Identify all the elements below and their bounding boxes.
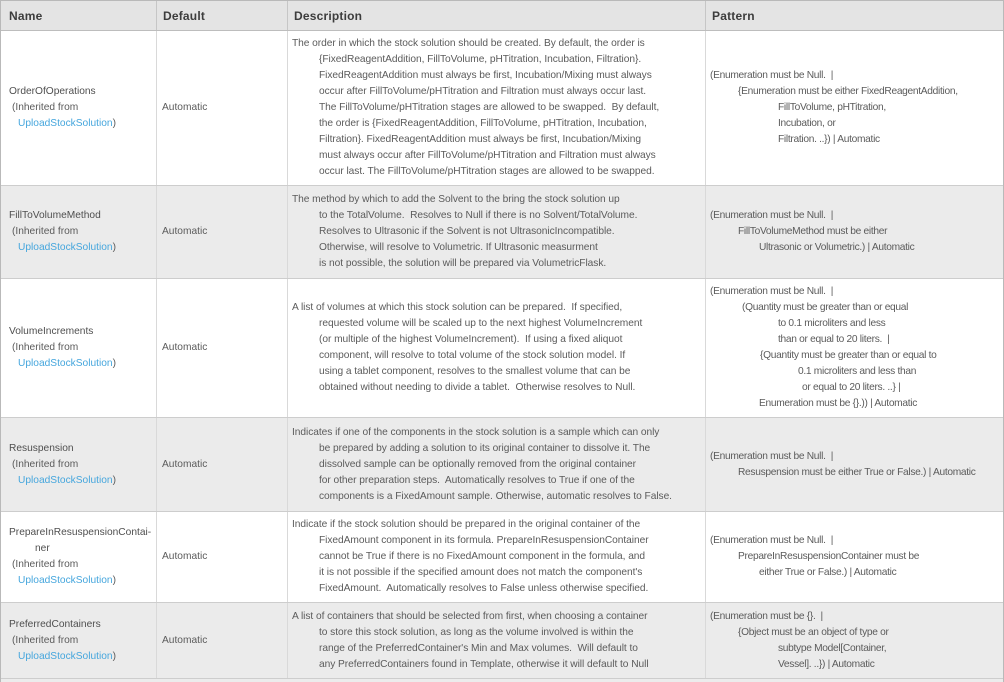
table-body [1,31,1003,679]
pattern-cell [706,512,1003,602]
upload-stock-solution-link[interactable]: UploadStockSolution [18,650,113,662]
description-line: components is a FixedAmount sample. Otherwise, automatic resolves to False. [319,490,672,502]
name-cell [1,512,157,602]
column-header-description: Description [288,1,706,30]
pattern-line: (Enumeration must be Null. | [710,210,834,221]
upload-stock-solution-link[interactable]: UploadStockSolution [18,474,113,486]
description-line: {FixedReagentAddition, FillToVolume, pHTitration, Incubation, Filtration}. [319,54,642,65]
description-line: occur after FillToVolume/pHTitration and Filtration must always occur last. [319,86,647,97]
upload-stock-solution-link[interactable]: UploadStockSolution [18,118,113,129]
pattern-cell [706,186,1003,278]
description-line: requested volume will be scaled up to the next highest VolumeIncrement [319,318,643,329]
description-line: FixedReagentAddition must always be first, Incubation/Mixing must always [319,70,652,81]
description-cell [288,603,706,678]
description-line: dissolved sample can be optionally removed from the original container [319,458,637,470]
column-header-name: Name [1,1,157,30]
link-close-paren: ) [112,650,116,662]
inherited-link-line [1,649,156,665]
inherited-link-line [1,356,156,372]
pattern-line: to 0.1 microliters and less [778,318,886,329]
pattern-line: FillToVolumeMethod must be either [738,226,888,237]
name-cell [1,418,157,511]
description-line: Resolves to Ultrasonic if the Solvent is not UltrasonicIncompatible. [319,226,615,237]
table-row [1,603,1003,679]
default-value: Automatic [162,226,208,237]
default-cell [157,31,288,185]
inherited-link-line [1,240,156,256]
inherited-link-line [1,473,156,489]
description-line: Otherwise, will resolve to Volumetric. If Ultrasonic measurment [319,242,598,253]
description-line: FixedAmount component in its formula. PrepareInResuspensionContainer [319,535,649,546]
pattern-line: Incubation, or [778,118,836,129]
column-header-default: Default [157,1,288,30]
upload-stock-solution-link[interactable]: UploadStockSolution [18,358,113,369]
description-cell [288,31,706,185]
description-line: component, will resolve to total volume of the stock solution model. If [319,350,626,361]
pattern-line: (Enumeration must be Null. | [710,286,834,297]
default-cell [157,279,288,417]
property-name: ner [35,543,50,554]
column-header-pattern: Pattern [712,8,755,23]
pattern-cell [706,279,1003,417]
property-name: VolumeIncrements [9,326,94,337]
description-line: The method by which to add the Solvent to the bring the stock solution up [292,194,620,205]
pattern-cell [706,418,1003,511]
description-line: The FillToVolume/pHTitration stages are allowed to be swapped. By default, [319,102,660,113]
table-row [1,418,1003,512]
link-close-paren: ) [112,474,116,486]
default-value: Automatic [162,551,208,562]
description-cell [288,279,706,417]
inherited-from-label: (Inherited from [12,634,79,646]
description-line: Indicates if one of the components in the stock solution is a sample which can only [292,426,660,438]
table-row [1,512,1003,603]
default-cell [157,512,288,602]
description-cell [288,418,706,511]
description-line: Indicate if the stock solution should be prepared in the original container of the [292,519,641,530]
pattern-line: FillToVolume, pHTitration, [778,102,886,113]
property-name: PreferredContainers [9,618,101,630]
link-close-paren: ) [112,118,116,129]
table-row [1,279,1003,418]
pattern-line: either True or False.) | Automatic [759,567,897,578]
pattern-line: subtype Model[Container, [778,642,887,654]
description-line: FixedAmount. Automatically resolves to False unless otherwise specified. [319,583,649,594]
pattern-line: Resuspension must be either True or False.) | Automatic [738,466,976,478]
description-cell [288,186,706,278]
inherited-from-label: (Inherited from [12,458,79,470]
pattern-line: 0.1 microliters and less than [798,366,917,377]
pattern-cell [706,603,1003,678]
default-cell [157,418,288,511]
pattern-line: {Object must be an object of type or [738,626,889,638]
upload-stock-solution-link[interactable]: UploadStockSolution [18,242,113,253]
table-row [1,186,1003,279]
pattern-line: than or equal to 20 liters. | [778,334,890,345]
default-cell [157,186,288,278]
description-cell [288,512,706,602]
description-line: must always occur after FillToVolume/pHTitration and Filtration must always [319,150,656,161]
description-line: is not possible, the solution will be prepared via VolumetricFlask. [319,258,607,269]
default-value: Automatic [162,102,208,113]
pattern-line: {Quantity must be greater than or equal to [760,350,937,361]
inherited-link-line [1,116,156,132]
inherited-from-label: (Inherited from [12,342,79,353]
pattern-line: Filtration. ..}) | Automatic [778,134,880,145]
name-cell [1,186,157,278]
description-line: to the TotalVolume. Resolves to Null if there is no Solvent/TotalVolume. [319,210,638,221]
default-cell [157,603,288,678]
description-line: using a tablet component, resolves to the smallest volume that can be [319,366,631,377]
description-line: be prepared by adding a solution to its original container to dissolve it. The [319,442,651,454]
description-line: cannot be True if there is no FixedAmount component in the formula, and [319,551,646,562]
pattern-line: (Enumeration must be Null. | [710,450,834,462]
link-close-paren: ) [112,242,116,253]
pattern-line: Enumeration must be {}.)) | Automatic [759,398,918,409]
table-row [1,31,1003,186]
default-value: Automatic [162,634,208,646]
description-line: obtained without needing to divide a tablet. Otherwise resolves to Null. [319,382,636,393]
table-header-row [1,1,1003,31]
description-line: occur last. The FillToVolume/pHTitration stages are allowed to be swapped. [319,166,655,177]
description-line: A list of volumes at which this stock solution can be prepared. If specified, [292,302,623,313]
pattern-line: Vessel]. ..}) | Automatic [778,658,875,670]
description-line: The order in which the stock solution should be created. By default, the order is [292,38,645,49]
description-line: (or multiple of the highest VolumeIncrement). If using a fixed aliquot [319,334,623,345]
inherited-link-line [1,573,156,589]
description-line: for other preparation steps. Automatically resolves to True if one of the [319,474,635,486]
pattern-line: {Enumeration must be either FixedReagentAddition, [738,86,958,97]
pattern-line: Ultrasonic or Volumetric.) | Automatic [759,242,915,253]
pattern-line: (Enumeration must be Null. | [710,535,834,546]
pattern-line: (Quantity must be greater than or equal [742,302,909,313]
pattern-line: (Enumeration must be {}. | [710,610,823,622]
name-cell [1,603,157,678]
name-cell [1,279,157,417]
inherited-from-label: (Inherited from [12,102,79,113]
property-name: OrderOfOperations [9,86,96,97]
default-value: Automatic [162,342,208,353]
description-line: the order is {FixedReagentAddition, FillToVolume, pHTitration, Incubation, [319,118,647,129]
property-name: Resuspension [9,442,74,454]
description-line: Filtration}. FixedReagentAddition must always be first, Incubation/Mixing [319,134,641,145]
inherited-from-label: (Inherited from [12,226,79,237]
description-line: range of the PreferredContainer's Min and Max volumes. Will default to [319,642,638,654]
property-name: FillToVolumeMethod [9,210,101,221]
link-close-paren: ) [112,358,116,369]
upload-stock-solution-link[interactable]: UploadStockSolution [18,575,113,586]
name-cell [1,31,157,185]
pattern-line: PrepareInResuspensionContainer must be [738,551,920,562]
pattern-line: or equal to 20 liters. ..} | [802,382,901,393]
description-line: A list of containers that should be selected from first, when choosing a container [292,610,648,622]
link-close-paren: ) [112,575,116,586]
pattern-cell [706,31,1003,185]
inherited-from-label: (Inherited from [12,559,79,570]
pattern-line: (Enumeration must be Null. | [710,70,834,81]
default-value: Automatic [162,458,208,470]
description-line: to store this stock solution, as long as the volume involved is within the [319,626,634,638]
property-name: PrepareInResuspensionContai- [9,527,152,538]
description-line: any PreferredContainers found in Template, otherwise it will default to Null [319,658,649,670]
description-line: it is not possible if the specified amount does not match the component's [319,567,643,578]
